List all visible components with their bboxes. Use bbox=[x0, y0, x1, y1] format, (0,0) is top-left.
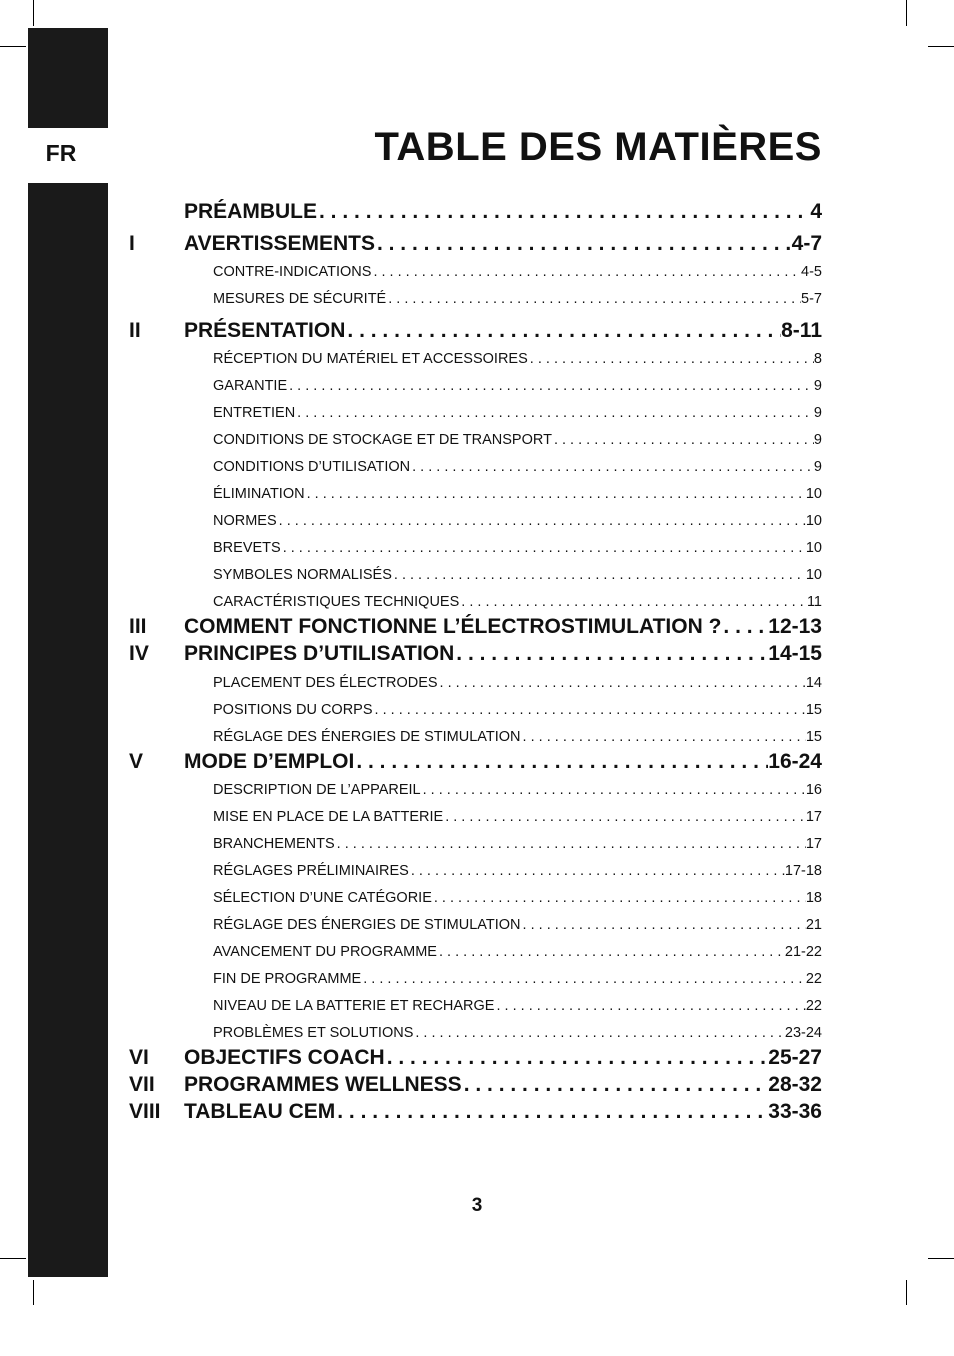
toc-title: SYMBOLES NORMALISÉS bbox=[213, 567, 392, 583]
toc-title: NORMES bbox=[213, 513, 277, 529]
toc-title: CARACTÉRISTIQUES TECHNIQUES bbox=[213, 594, 460, 610]
toc-leader-dots bbox=[287, 376, 814, 396]
language-label: FR bbox=[45, 140, 77, 166]
toc-page: 10 bbox=[805, 540, 822, 556]
toc-page: 33-36 bbox=[768, 1100, 822, 1123]
toc-leader-dots bbox=[392, 565, 806, 585]
toc-number: IV bbox=[129, 642, 149, 665]
toc-title: POSITIONS DU CORPS bbox=[213, 702, 373, 718]
toc-page: 8 bbox=[813, 351, 822, 367]
toc-page: 9 bbox=[813, 378, 822, 394]
toc-leader-dots bbox=[335, 834, 806, 854]
toc-leader-dots bbox=[462, 1072, 769, 1098]
toc-leader-dots bbox=[454, 641, 768, 667]
toc-leader-dots bbox=[413, 1023, 785, 1043]
toc-leader-dots bbox=[371, 262, 801, 282]
toc-page: 22 bbox=[805, 998, 822, 1014]
toc-title: ENTRETIEN bbox=[213, 405, 296, 421]
toc-leader-dots bbox=[354, 749, 768, 775]
toc-page: 12-13 bbox=[768, 615, 822, 638]
toc-leader-dots bbox=[317, 199, 810, 225]
toc-leader-dots bbox=[386, 289, 801, 309]
toc-number: III bbox=[129, 615, 147, 638]
toc-title: BRANCHEMENTS bbox=[213, 836, 335, 852]
toc-title: AVANCEMENT DU PROGRAMME bbox=[213, 944, 437, 960]
toc-page: 15 bbox=[805, 702, 822, 718]
toc-number: II bbox=[129, 319, 141, 342]
toc-page: 15 bbox=[805, 729, 822, 745]
toc-page: 8-11 bbox=[781, 319, 822, 342]
toc-title: MISE EN PLACE DE LA BATTERIE bbox=[213, 809, 444, 825]
toc-leader-dots bbox=[410, 457, 814, 477]
toc-title: RÉGLAGES PRÉLIMINAIRES bbox=[213, 863, 409, 879]
toc-title: CONTRE-INDICATIONS bbox=[213, 264, 372, 280]
toc-leader-dots bbox=[277, 511, 806, 531]
toc-number: VI bbox=[129, 1046, 149, 1069]
toc-page: 4-5 bbox=[801, 264, 822, 280]
toc-leader-dots bbox=[494, 996, 805, 1016]
toc-leader-dots bbox=[438, 673, 806, 693]
toc-title: RÉGLAGE DES ÉNERGIES DE STIMULATION bbox=[213, 917, 521, 933]
toc-title: PRÉSENTATION bbox=[184, 319, 346, 342]
toc-page: 9 bbox=[813, 459, 822, 475]
toc-page: 14-15 bbox=[768, 642, 822, 665]
toc-page: 16-24 bbox=[768, 750, 822, 773]
toc-title: MESURES DE SÉCURITÉ bbox=[213, 291, 387, 307]
toc-title: COMMENT FONCTIONNE L’ÉLECTROSTIMULATION ? bbox=[184, 615, 722, 638]
toc-leader-dots bbox=[459, 592, 807, 612]
toc-leader-dots bbox=[521, 727, 806, 747]
toc-leader-dots bbox=[552, 430, 814, 450]
toc-leader-dots bbox=[409, 861, 785, 881]
toc-leader-dots bbox=[335, 1099, 768, 1125]
toc-leader-dots bbox=[443, 807, 806, 827]
toc-leader-dots bbox=[528, 349, 814, 369]
toc-leader-dots bbox=[721, 614, 768, 640]
toc-leader-dots bbox=[432, 888, 806, 908]
toc-title: CONDITIONS DE STOCKAGE ET DE TRANSPORT bbox=[213, 432, 552, 448]
toc-page: 17 bbox=[805, 809, 822, 825]
toc-page: 25-27 bbox=[768, 1046, 822, 1069]
toc-number: VII bbox=[129, 1073, 155, 1096]
toc-number: I bbox=[129, 232, 135, 255]
toc-title: DESCRIPTION DE L’APPAREIL bbox=[213, 782, 421, 798]
toc-page: 9 bbox=[813, 405, 822, 421]
toc-page: 9 bbox=[813, 432, 822, 448]
toc-title: NIVEAU DE LA BATTERIE ET RECHARGE bbox=[213, 998, 495, 1014]
page-title: TABLE DES MATIÈRES bbox=[374, 125, 822, 169]
toc-page: 16 bbox=[805, 782, 822, 798]
toc-leader-dots bbox=[281, 538, 806, 558]
toc-leader-dots bbox=[361, 969, 806, 989]
toc-page: 4-7 bbox=[791, 232, 822, 255]
toc-title: ÉLIMINATION bbox=[213, 486, 305, 502]
toc-title: RÉGLAGE DES ÉNERGIES DE STIMULATION bbox=[213, 729, 521, 745]
toc-leader-dots bbox=[373, 700, 806, 720]
toc-leader-dots bbox=[437, 942, 785, 962]
toc-leader-dots bbox=[421, 780, 806, 800]
toc-title: TABLEAU CEM bbox=[184, 1100, 336, 1123]
toc-title: PRINCIPES D’UTILISATION bbox=[184, 642, 455, 665]
toc-page: 10 bbox=[805, 486, 822, 502]
toc-page: 11 bbox=[806, 594, 822, 610]
toc-title: SÉLECTION D’UNE CATÉGORIE bbox=[213, 890, 432, 906]
toc-page: 17 bbox=[805, 836, 822, 852]
toc-title: OBJECTIFS COACH bbox=[184, 1046, 385, 1069]
toc-title: BREVETS bbox=[213, 540, 281, 556]
toc-page: 23-24 bbox=[784, 1025, 822, 1041]
toc-page: 22 bbox=[805, 971, 822, 987]
toc-page: 18 bbox=[805, 890, 822, 906]
toc-leader-dots bbox=[295, 403, 814, 423]
toc-page: 28-32 bbox=[768, 1073, 822, 1096]
toc-number: VIII bbox=[129, 1100, 161, 1123]
toc-page: 10 bbox=[805, 513, 822, 529]
toc-number: V bbox=[129, 750, 144, 773]
toc-leader-dots bbox=[375, 231, 792, 257]
toc-page: 21-22 bbox=[784, 944, 822, 960]
toc-leader-dots bbox=[521, 915, 806, 935]
toc-title: PROBLÈMES ET SOLUTIONS bbox=[213, 1025, 414, 1041]
toc-title: CONDITIONS D’UTILISATION bbox=[213, 459, 411, 475]
toc-title: FIN DE PROGRAMME bbox=[213, 971, 362, 987]
toc-title: GARANTIE bbox=[213, 378, 288, 394]
toc-page: 5-7 bbox=[801, 291, 822, 307]
toc-leader-dots bbox=[305, 484, 806, 504]
toc-leader-dots bbox=[385, 1045, 769, 1071]
toc-title: AVERTISSEMENTS bbox=[184, 232, 375, 255]
toc-title: RÉCEPTION DU MATÉRIEL ET ACCESSOIRES bbox=[213, 351, 528, 367]
toc-page: 4 bbox=[810, 200, 822, 223]
toc-title: MODE D’EMPLOI bbox=[184, 750, 355, 773]
toc-title: PLACEMENT DES ÉLECTRODES bbox=[213, 675, 438, 691]
toc-title: PROGRAMMES WELLNESS bbox=[184, 1073, 462, 1096]
sidebar-manual-title: Compex Fit - Manuel de l’Utilisateur bbox=[108, 1012, 131, 1356]
toc-page: 21 bbox=[805, 917, 822, 933]
toc-page: 14 bbox=[805, 675, 822, 691]
toc-title: PRÉAMBULE bbox=[184, 200, 318, 223]
page-number: 3 bbox=[471, 1195, 483, 1216]
toc-page: 17-18 bbox=[784, 863, 822, 879]
toc-leader-dots bbox=[345, 318, 781, 344]
toc-page: 10 bbox=[805, 567, 822, 583]
